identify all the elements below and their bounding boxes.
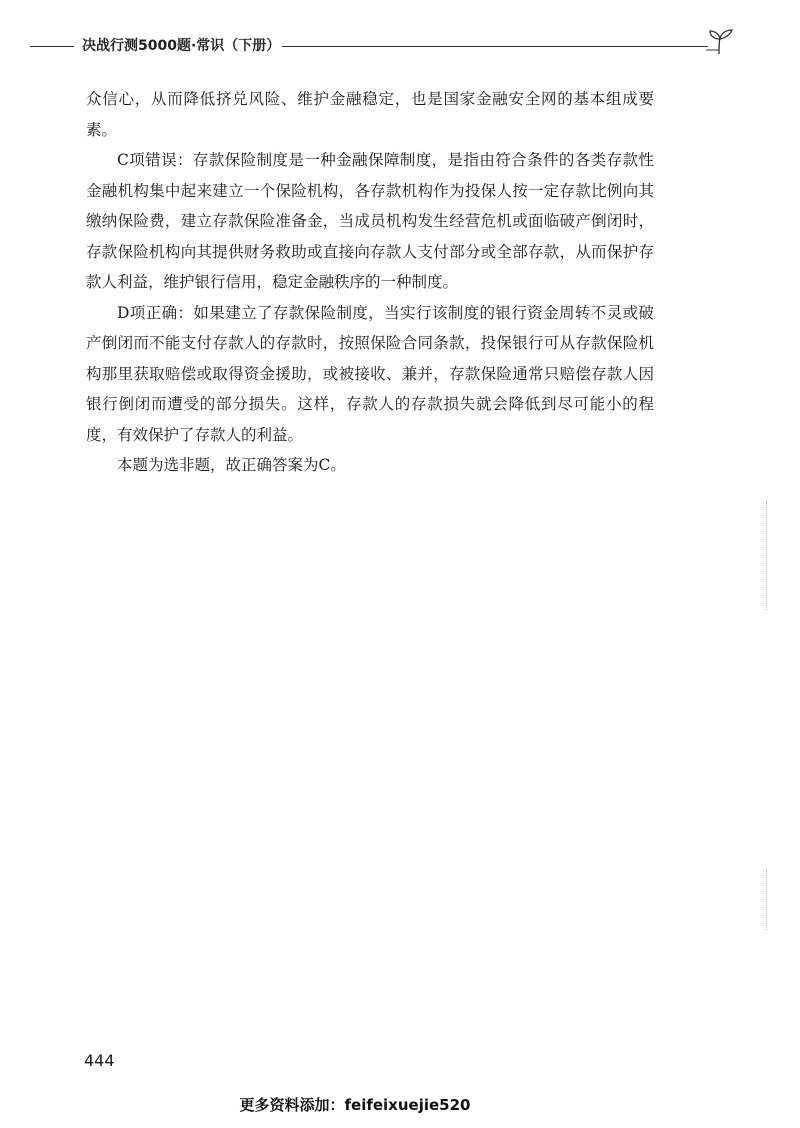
running-header (30, 26, 740, 66)
answer-explanation (86, 84, 654, 481)
paragraph-conclusion: 本题为选非题，故正确答案为C。 (117, 456, 346, 474)
header-rule-right (282, 46, 708, 47)
scan-speckle (766, 870, 769, 930)
footer-note: 更多资料添加：feifeixuejie520 (239, 1096, 471, 1114)
header-rule-left (30, 46, 74, 47)
paragraph-option-d: D项正确：如果建立了存款保险制度，当实行该制度的银行资金周转不灵或破产倒闭而不能支付存款人的存款时，按照保险合同条款，投保银行可从存款保险机构那里获取赔偿或取得资金援助，或被接收、兼并，存款保险通常只赔偿存款人因银行倒闭而遭受的部分损失。这样，存款人的存款损失就会降低到尽可能小的程度，有效保护了存款人的利益。 (86, 303, 654, 444)
paragraph-option-c: C项错误：存款保险制度是一种金融保障制度，是指由符合条件的各类存款性金融机构集中起来建立一个保险机构，各存款机构作为投保人按一定存款比例向其缴纳保险费，建立存款保险准备金，当成员机构发生经营危机或面临破产倒闭时，存款保险机构向其提供财务救助或直接向存款人支付部分或全部存款，从而保护存款人利益，维护银行信用，稳定金融秩序的一种制度。 (86, 151, 654, 291)
paragraph-continuation: 众信心，从而降低挤兑风险、维护金融稳定，也是国家金融安全网的基本组成要素。 (86, 90, 654, 139)
scan-speckle (766, 500, 769, 610)
page-number: 444 (84, 1051, 115, 1070)
sprout-icon (706, 28, 736, 56)
header-title: 决战行测5000题·常识（下册） (82, 38, 281, 54)
